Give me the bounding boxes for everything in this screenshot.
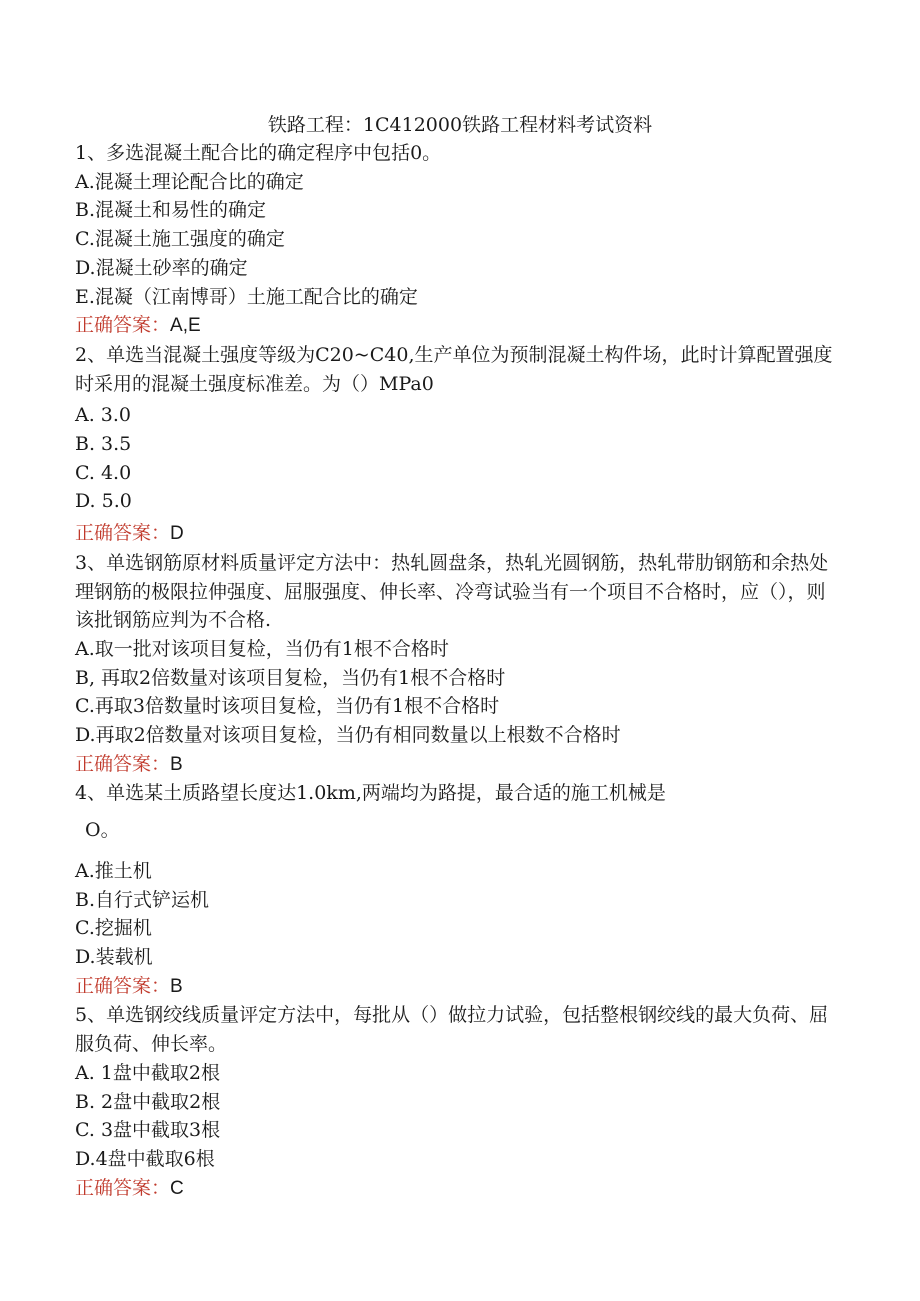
answer-line — [75, 311, 835, 341]
option-a: A.取一批对该项目复检，当仍有1根不合格时 — [75, 637, 449, 660]
option-b: B. 2盘中截取2根 — [75, 1090, 221, 1113]
option-c: C.再取3倍数量时该项目复检，当仍有1根不合格时 — [75, 695, 500, 718]
question-stem: 5、单选钢绞线质量评定方法中，每批从（）做拉力试验，包括整根钢绞线的最大负荷、屈服负荷、伸长率。 — [75, 1004, 829, 1056]
option-c: C.混凝土施工强度的确定 — [75, 228, 285, 251]
option-a: A. 1盘中截取2根 — [75, 1061, 220, 1084]
document-title: 铁路工程：1C412000铁路工程材料考试资料 — [267, 114, 653, 136]
answer-line — [75, 750, 835, 780]
option-d: D.4盘中截取6根 — [75, 1147, 215, 1170]
answer-line — [75, 519, 835, 549]
answer-line — [75, 1174, 835, 1204]
answer-line — [75, 972, 835, 1002]
question-3 — [75, 549, 835, 780]
option-d: D.再取2倍数量对该项目复检，当仍有相同数量以上根数不合格时 — [75, 724, 621, 747]
question-4 — [75, 779, 835, 1001]
question-stem: 3、单选钢筋原材料质量评定方法中：热轧圆盘条，热轧光圆钢筋，热轧带肋钢筋和余热处理钢筋的极限拉伸强度、屈服强度、伸长率、冷弯试验当有一个项目不合格时，应（），则该批钢筋应判为不合格. — [75, 551, 829, 632]
answer-value: B — [170, 753, 183, 775]
question-list — [75, 139, 835, 1203]
option-c: C. 4.0 — [75, 461, 132, 484]
answer-label: 正确答案： — [75, 522, 171, 545]
option-b: B.自行式铲运机 — [75, 888, 210, 911]
question-stem-continuation: O。 — [85, 819, 120, 842]
question-stem: 4、单选某土质路望长度达1.0km,两端均为路提，最合适的施工机械是 — [75, 782, 666, 805]
answer-value: B — [170, 975, 183, 997]
question-stem: 1、多选混凝土配合比的确定程序中包括0。 — [75, 142, 442, 164]
question-5 — [75, 1001, 835, 1203]
option-b: B.混凝土和易性的确定 — [75, 199, 267, 222]
question-2 — [75, 341, 835, 549]
option-c: C.挖掘机 — [75, 917, 152, 940]
option-c: C. 3盘中截取3根 — [75, 1119, 221, 1142]
option-a: A.推土机 — [75, 859, 152, 882]
option-d: D.装载机 — [75, 945, 153, 968]
question-stem: 2、单选当混凝土强度等级为C20~C40,生产单位为预制混凝土构件场，此时计算配置强度时采用的混凝土强度标准差。为（）MPa0 — [75, 343, 833, 395]
answer-value: C — [170, 1177, 184, 1199]
option-b: B. 3.5 — [75, 433, 132, 456]
answer-value: A,E — [170, 315, 201, 337]
answer-label: 正确答案： — [75, 752, 171, 775]
option-b: B, 再取2倍数量对该项目复检，当仍有1根不合格时 — [75, 666, 506, 689]
answer-label: 正确答案： — [75, 314, 171, 337]
option-e: E.混凝（江南博哥）土施工配合比的确定 — [75, 285, 418, 308]
option-a: A. 3.0 — [75, 404, 132, 427]
answer-value: D — [170, 523, 184, 545]
option-a: A.混凝土理论配合比的确定 — [75, 170, 304, 193]
question-1 — [75, 139, 835, 341]
option-d: D. 5.0 — [75, 490, 132, 513]
option-d: D.混凝土砂率的确定 — [75, 256, 248, 279]
answer-label: 正确答案： — [75, 1176, 171, 1199]
answer-label: 正确答案： — [75, 974, 171, 997]
